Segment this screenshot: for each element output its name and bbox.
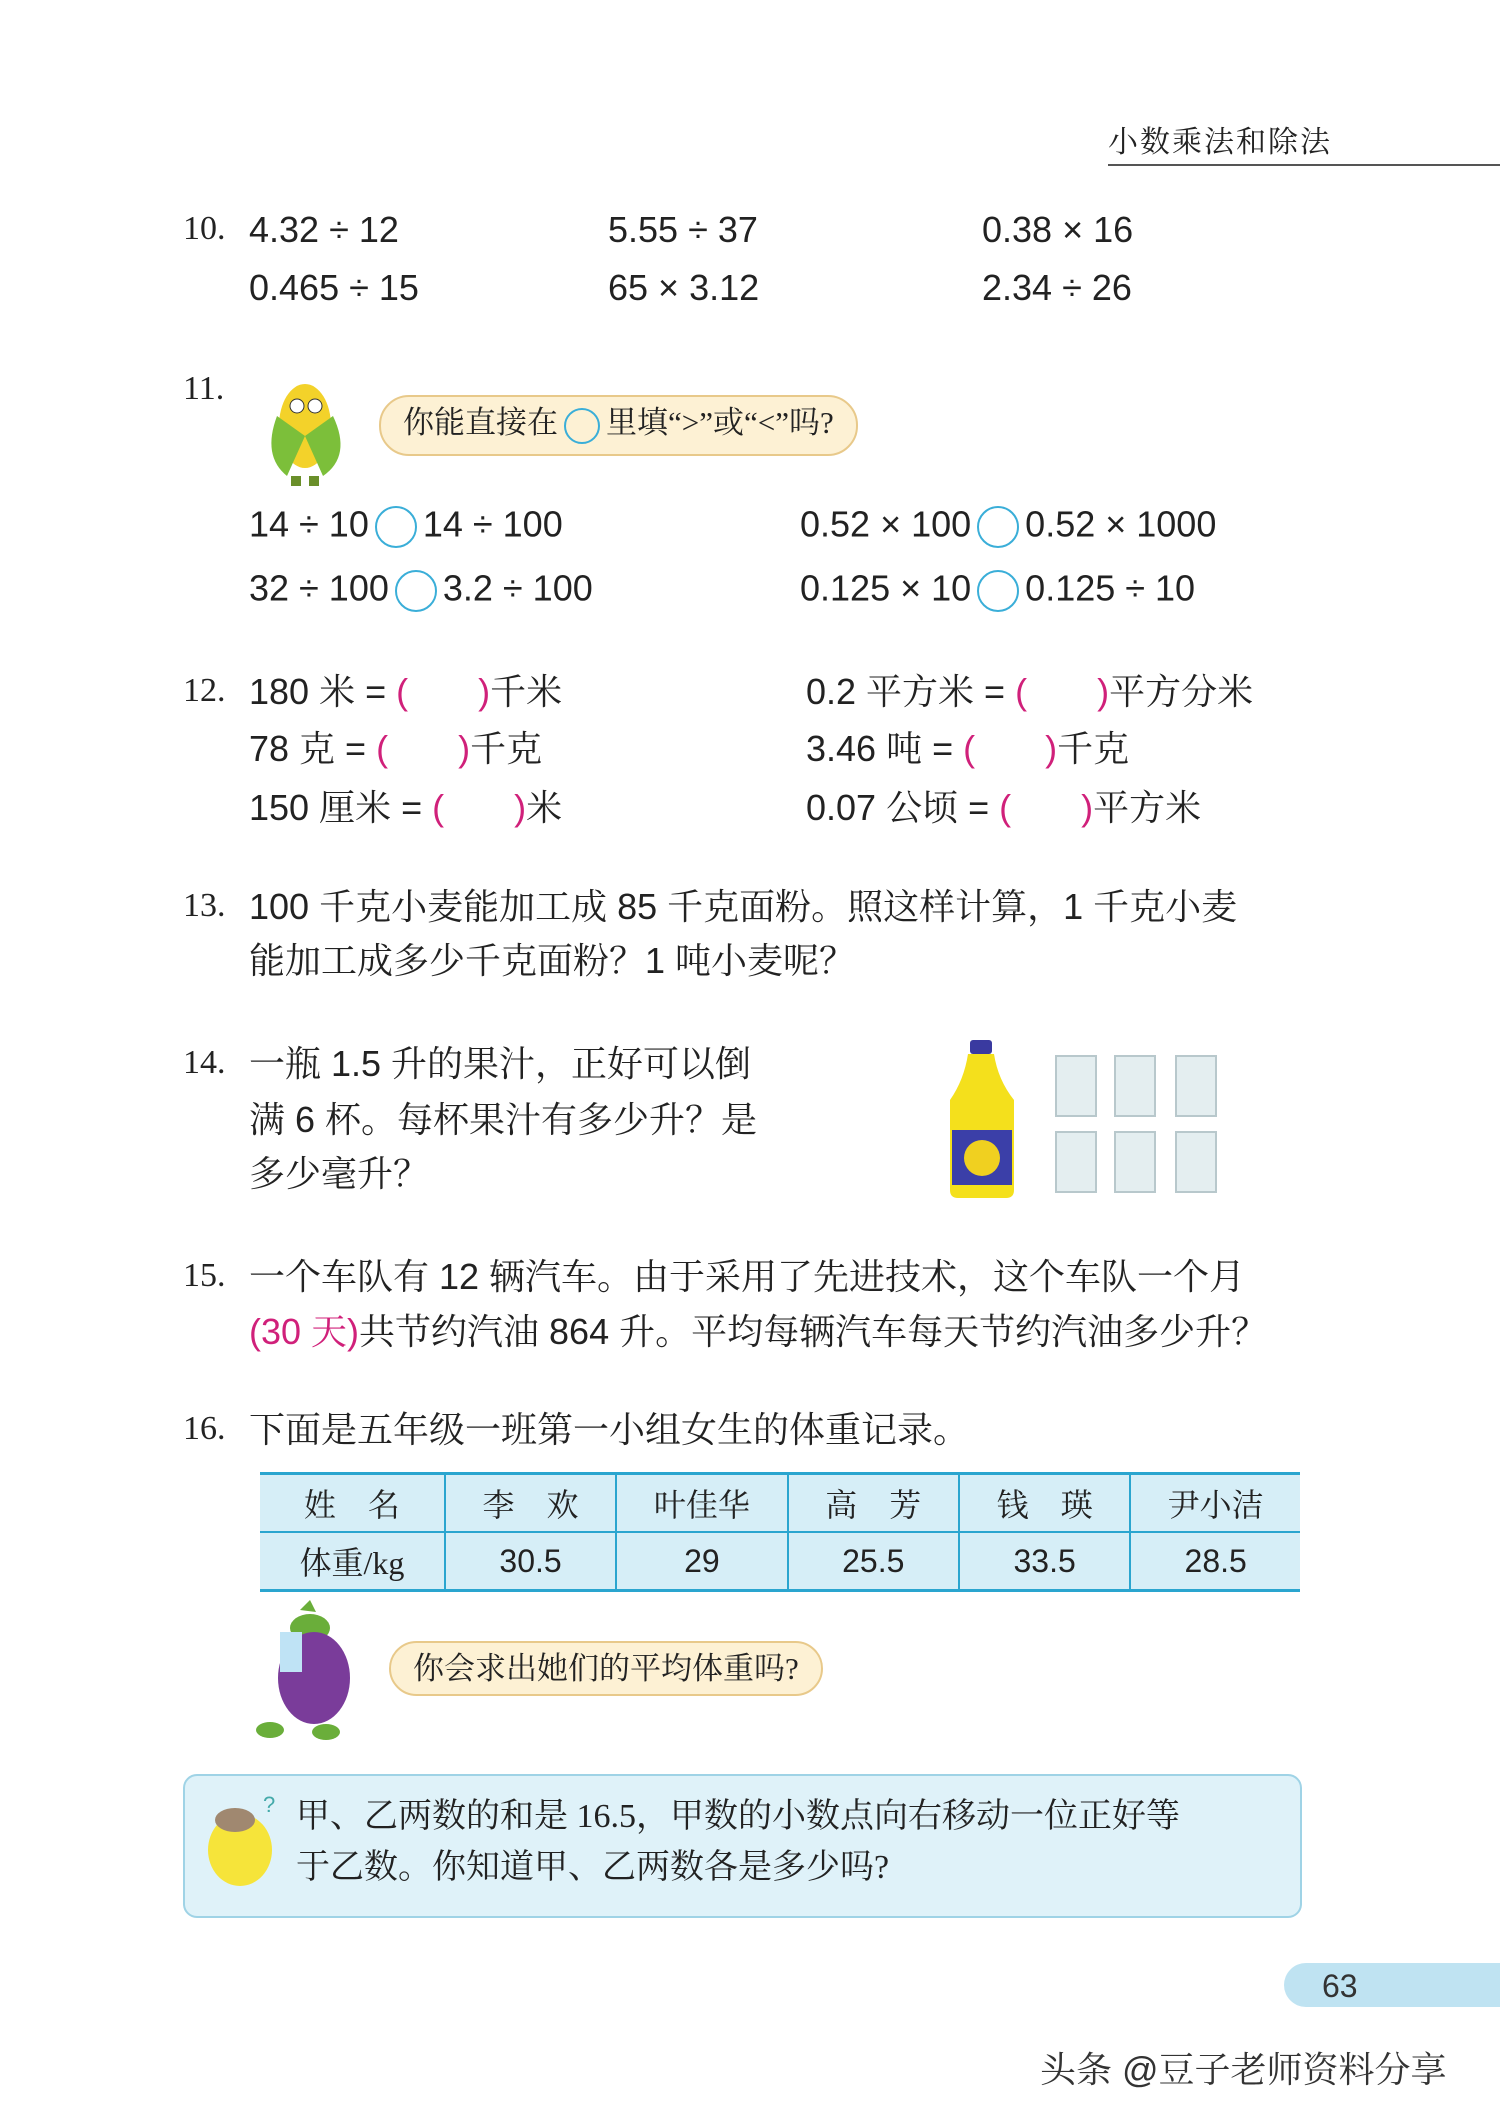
highlight-days: (30 天) [249, 1311, 360, 1352]
compare-circle-input[interactable] [395, 570, 437, 612]
q14-line: 一瓶 1.5 升的果汁，正好可以倒 [249, 1043, 752, 1084]
q11-number: 11. [183, 370, 225, 407]
puzzle-box [183, 1774, 1302, 1918]
q13-line: 能加工成多少千克面粉？1 吨小麦呢？ [249, 940, 856, 981]
q13-number: 13. [183, 887, 226, 924]
bubble-text: 里填“>”或“<”吗? [606, 405, 834, 440]
table-row: 体重/kg 30.5 29 25.5 33.5 28.5 [260, 1532, 1300, 1591]
q15-number: 15. [183, 1257, 226, 1294]
q16-text: 下面是五年级一班第一小组女生的体重记录。 [249, 1409, 970, 1450]
q10-number: 10. [183, 210, 226, 247]
puzzle-line: 甲、乙两数的和是 16.5，甲数的小数点向右移动一位正好等 [296, 1798, 1180, 1835]
weight-table [260, 1472, 1300, 1592]
puzzle-line: 于乙数。你知道甲、乙两数各是多少吗? [296, 1849, 890, 1886]
q10-item: 2.34 ÷ 26 [982, 267, 1132, 308]
q14-number: 14. [183, 1044, 226, 1081]
q12-item: 0.07 公顷 = ( )平方米 [806, 787, 1202, 828]
juice-and-glasses-illustration [948, 1040, 1228, 1200]
q14-line: 满 6 杯。每杯果汁有多少升？是 [249, 1099, 758, 1140]
q10-item: 65 × 3.12 [608, 267, 760, 308]
table-header-row: 姓 名 李 欢 叶佳华 高 芳 钱 瑛 尹小洁 [260, 1474, 1300, 1533]
q11-row: 0.125 × 10 0.125 ÷ 10 [800, 570, 1195, 612]
compare-circle-input[interactable] [977, 506, 1019, 548]
q16-number: 16. [183, 1410, 226, 1447]
compare-circle-input[interactable] [375, 506, 417, 548]
q10-item: 4.32 ÷ 12 [249, 209, 399, 250]
q12-item: 180 米 = ( )千米 [249, 671, 563, 712]
q14-line: 多少毫升？ [249, 1153, 430, 1194]
q16-speech-bubble: 你会求出她们的平均体重吗? [389, 1641, 823, 1696]
svg-text:?: ? [263, 1792, 276, 1817]
q11-row: 14 ÷ 10 14 ÷ 100 [249, 506, 563, 548]
blank-circle-icon [564, 408, 600, 444]
q10-item: 5.55 ÷ 37 [608, 209, 758, 250]
q12-item: 0.2 平方米 = ( )平方分米 [806, 671, 1254, 712]
q11-speech-bubble [379, 395, 858, 456]
eggplant-mascot-icon [250, 1598, 386, 1740]
q10-item: 0.465 ÷ 15 [249, 267, 419, 308]
compare-circle-input[interactable] [977, 570, 1019, 612]
q12-number: 12. [183, 672, 226, 709]
q12-item: 78 克 = ( )千克 [249, 728, 543, 769]
q15-line: (30 天)共节约汽油 864 升。平均每辆汽车每天节约汽油多少升？ [249, 1311, 1268, 1352]
q12-item: 150 厘米 = ( )米 [249, 787, 563, 828]
juice-bottle-icon [950, 1040, 1014, 1198]
glass-icon [1056, 1056, 1216, 1192]
q13-line: 100 千克小麦能加工成 85 千克面粉。照这样计算，1 千克小麦 [249, 886, 1238, 927]
chapter-title: 小数乘法和除法 [1108, 126, 1332, 159]
corn-mascot-icon [257, 366, 359, 488]
header-rule [1108, 164, 1500, 166]
page-number: 63 [1322, 1968, 1358, 2004]
watermark: 头条 @豆子老师资料分享 [1040, 2049, 1447, 2090]
q12-item: 3.46 吨 = ( )千克 [806, 728, 1130, 769]
q15-line: 一个车队有 12 辆汽车。由于采用了先进技术，这个车队一个月 [249, 1256, 1246, 1297]
chick-thinking-icon [195, 1790, 285, 1900]
q11-row: 0.52 × 100 0.52 × 1000 [800, 506, 1216, 548]
q10-item: 0.38 × 16 [982, 209, 1134, 250]
page-number-tab [1284, 1963, 1500, 2007]
q11-row: 32 ÷ 100 3.2 ÷ 100 [249, 570, 593, 612]
bubble-text: 你能直接在 [403, 405, 558, 440]
